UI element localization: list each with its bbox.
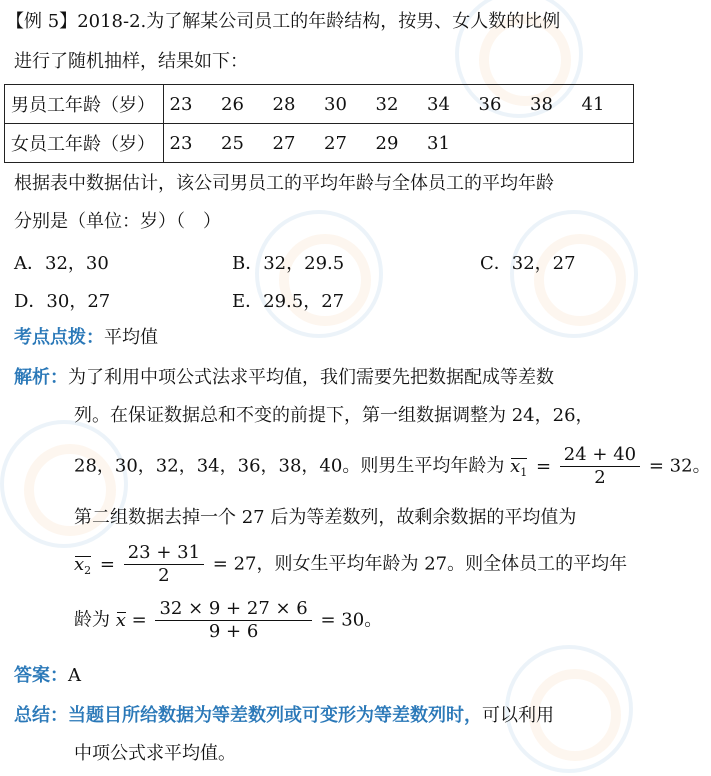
question-line-4: 分别是（单位：岁）（ ）: [14, 211, 221, 232]
fraction-total-mean: $\frac{32 \times 9 + 27 \times 6}{9 + 6}$: [155, 598, 311, 643]
male-age-values: 23 26 28 30 32 34 36 38 41: [163, 85, 634, 124]
fraction-male-mean: $\frac{24 + 40}{2}$: [560, 444, 640, 489]
option-c: C．32，27: [480, 253, 576, 274]
example-label: 【例 5】: [6, 11, 78, 32]
question-line-2: 进行了随机抽样，结果如下：: [14, 51, 248, 72]
summary-line-1: 总结：当题目所给数据为等差数列或可变形为等差数列时，可以利用: [14, 705, 554, 726]
question-line-3: 根据表中数据估计，该公司男员工的平均年龄与全体员工的平均年龄: [14, 173, 554, 194]
option-d: D．30，27: [14, 291, 111, 312]
x-bar-symbol: x: [115, 609, 126, 631]
kaodian-text: 平均值: [104, 327, 158, 348]
jiexi-line-1: 解析：为了利用中项公式法求平均值，我们需要先把数据配成等差数: [14, 367, 554, 388]
answer-line: [14, 664, 81, 688]
summary-line-2: 中项公式求平均值。: [74, 743, 236, 764]
jiexi-label: 解析：: [14, 367, 68, 388]
jiexi-line-2: 列。在保证数据总和不变的前提下，第一组数据调整为 24，26，: [74, 405, 594, 426]
table-row: [5, 124, 634, 163]
jiexi-line-4: 第二组数据去掉一个 27 后为等差数列，故剩余数据的平均值为: [74, 507, 577, 528]
answer-text: A: [68, 665, 81, 686]
x1-symbol: $x_1$: [510, 455, 528, 479]
kaodian-label: 考点点拨：: [14, 327, 104, 348]
answer-label: 答案：: [14, 665, 68, 686]
summary-bold-text: 当题目所给数据为等差数列或可变形为等差数列时，: [68, 705, 482, 726]
kaodian-line: [14, 326, 158, 350]
jiexi-line-3: 28，30，32，34，36，38，40。则男生平均年龄为 $x_1$ = $\frac{24 + 40}{2}$ = 32。: [74, 444, 711, 488]
table-row: [5, 85, 634, 124]
fraction-female-mean: $\frac{23 + 31}{2}$: [124, 542, 204, 587]
option-b: B．32，29.5: [232, 253, 345, 274]
question-text-1: 2018-2.为了解某公司员工的年龄结构，按男、女人数的比例: [77, 11, 561, 32]
option-e: E．29.5，27: [232, 291, 345, 312]
x2-symbol: $x_2$: [74, 553, 92, 577]
female-age-values: 23 25 27 27 29 31: [163, 124, 634, 163]
female-age-header: 女员工年龄（岁）: [5, 124, 164, 163]
option-a: A．32，30: [14, 253, 109, 274]
jiexi-line-6: 龄为 x = $\frac{32 \times 9 + 27 \times 6}{9 + 6}$ = 30。: [74, 598, 383, 642]
jiexi-line-5: $x_2$ = $\frac{23 + 31}{2}$ = 27，则女生平均年龄为 27。则全体员工的平均年: [74, 542, 628, 586]
male-age-header: 男员工年龄（岁）: [5, 85, 164, 124]
question-line-1: [6, 10, 560, 34]
age-table: [4, 84, 634, 163]
summary-label: 总结：: [14, 705, 68, 726]
